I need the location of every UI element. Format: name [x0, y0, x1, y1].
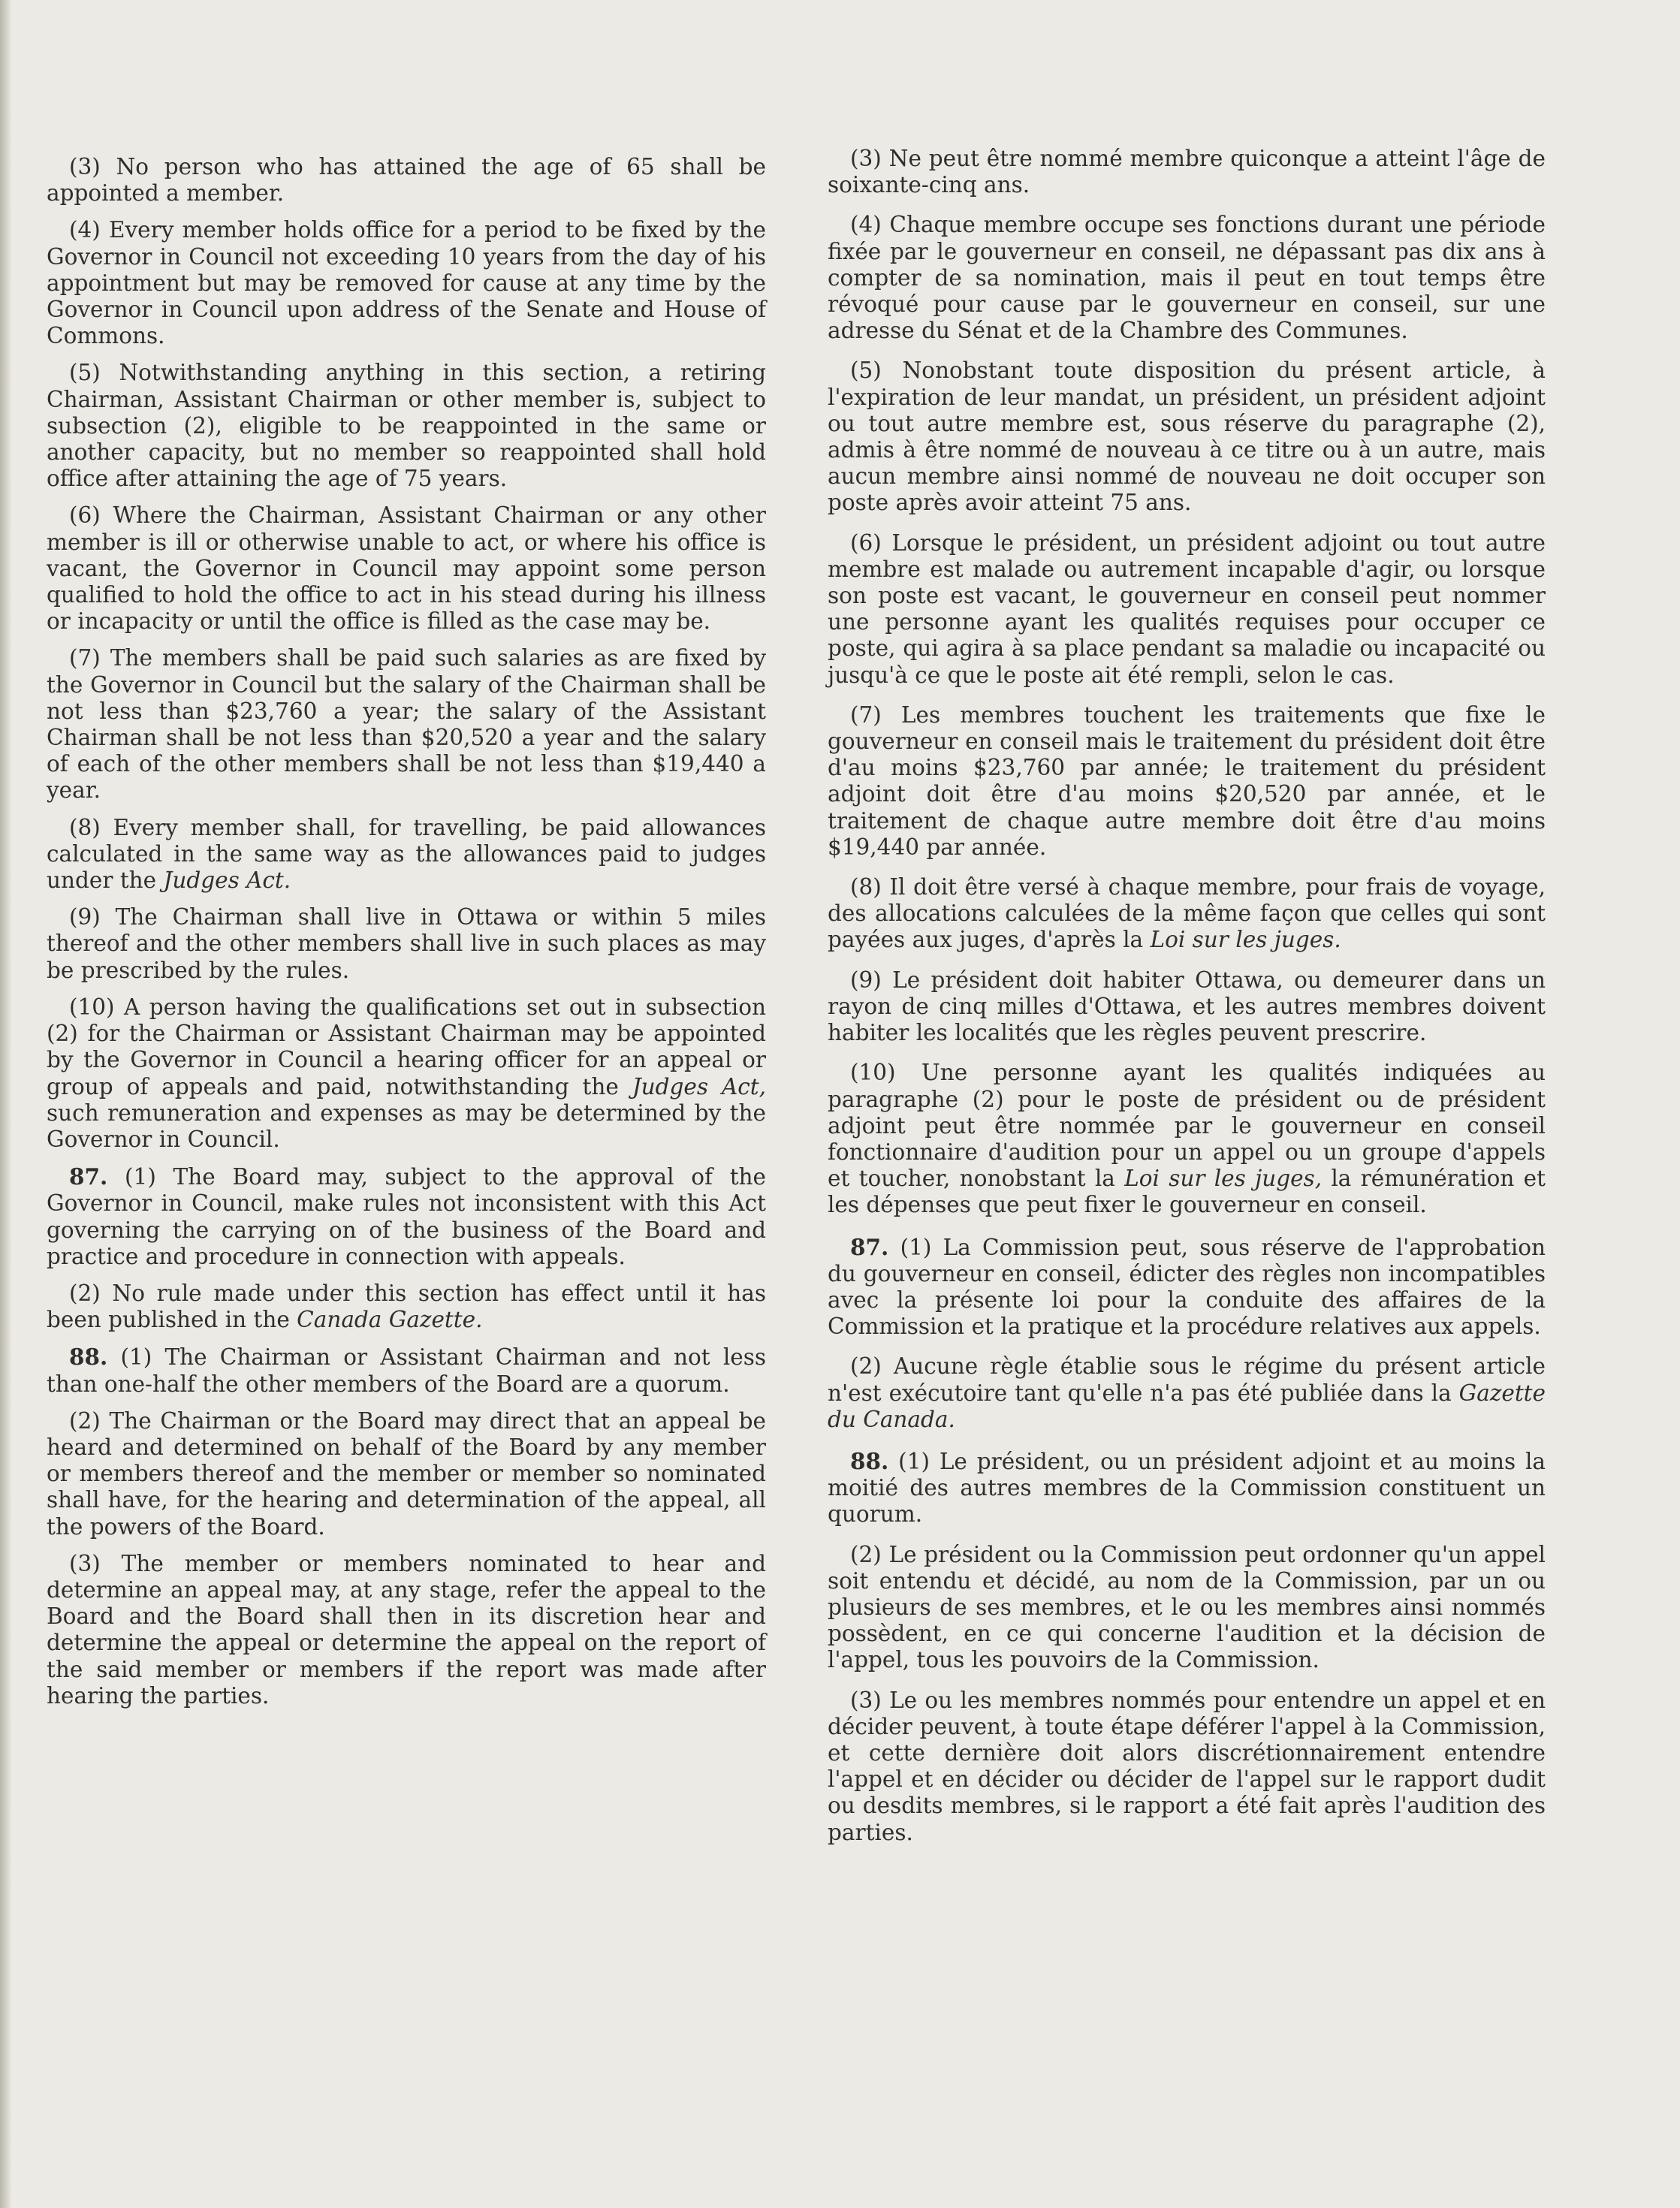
fr-section-86-9: (9) Le président doit habiter Ottawa, ou demeurer dans un rayon de cinq milles d'Ottawa, et les autres membres doivent habiter les localités que les règles peuvent prescrire. [828, 967, 1546, 1046]
fr-section-86-3: (3) Ne peut être nommé membre quiconque a atteint l'âge de soixante-cinq ans. [828, 146, 1546, 198]
en-section-86-4: (4) Every member holds office for a period to be fixed by the Governor in Council not exceeding 10 years from the day of his appointment but may be removed for cause at any time by the Governor in Council upon address of the Senate and House of Commons. [47, 217, 766, 349]
fr-88-1-text: (1) Le président, ou un président adjoint et au moins la moitié des autres membres de la Commission constituent un quorum. [828, 1448, 1546, 1528]
fr-section-87-1 [828, 1234, 1546, 1341]
en-section-number-87: 87. [69, 1163, 108, 1190]
en-section-88-2: (2) The Chairman or the Board may direct that an appeal be heard and determined on behalf of the Board by any member or members thereof and the member or member so nominated shall have, for the hearing and determination of the appeal, all the powers of the Board. [47, 1407, 766, 1540]
en-section-86-3: (3) No person who has attained the age of 65 shall be appointed a member. [47, 154, 766, 207]
fr-86-10-text: (10) Une personne ayant les qualités indiquées au paragraphe (2) pour le poste de président ou de président adjoint peut être nommée par le gouverneur en conseil fonctionnaire d'audition pour un appel ou un groupe d'appels et toucher, nonobstant la [828, 1060, 1546, 1192]
en-86-10-text: (10) A person having the qualifications set out in subsection (2) for the Chairman or Assistant Chairman may be appointed by the Governor in Council a hearing officer for an appeal or group of appeals and paid, notwithstanding the [47, 994, 766, 1099]
fr-section-number-88: 88. [850, 1447, 889, 1474]
fr-86-10-loi-sur-les-juges: Loi sur les juges, [1124, 1166, 1323, 1192]
fr-86-8-loi-sur-les-juges: Loi sur les juges. [1150, 927, 1341, 953]
en-section-86-9: (9) The Chairman shall live in Ottawa or within 5 miles thereof and the other members shall live in such places as may be prescribed by the rules. [47, 904, 766, 983]
fr-section-number-87: 87. [850, 1233, 889, 1260]
en-section-86-8 [47, 815, 766, 894]
fr-section-88-1 [828, 1448, 1546, 1528]
fr-86-10-text-end: la rémunération et les dépenses que peut fixer le gouverneur en conseil. [828, 1166, 1546, 1218]
en-87-2-canada-gazette: Canada Gazette. [297, 1307, 483, 1333]
en-section-87-1 [47, 1163, 766, 1270]
en-section-87-2 [47, 1280, 766, 1333]
page-binding-edge [0, 0, 12, 2208]
fr-section-86-10 [828, 1060, 1546, 1218]
fr-87-2-gazette-du-canada: Gazette du Canada. [828, 1380, 1546, 1432]
english-column [47, 154, 766, 1720]
en-section-86-10 [47, 994, 766, 1153]
fr-section-88-2: (2) Le président ou la Commission peut ordonner qu'un appel soit entendu et décidé, au nom de la Commission, par un ou plusieurs de ses membres, et le ou les membres ainsi nommés possèdent, en ce qui concerne l'audition et la décision de l'appel, tous les pouvoirs de la Commission. [828, 1541, 1546, 1673]
en-86-8-judges-act: Judges Act. [163, 867, 291, 894]
en-87-1-text: (1) The Board may, subject to the approval of the Governor in Council, make rules not inconsistent with this Act governing the carrying on of the business of the Board and practice and procedure in connection with appeals. [47, 1164, 766, 1269]
fr-section-86-5: (5) Nonobstant toute disposition du présent article, à l'expiration de leur mandat, un président, un président adjoint ou tout autre membre est, sous réserve du paragraphe (2), admis à être nommé de nouveau à ce titre ou à un autre, mais aucun membre ainsi nommé de nouveau ne doit occuper son poste après avoir atteint 75 ans. [828, 357, 1546, 516]
fr-section-86-8 [828, 874, 1546, 954]
en-86-10-judges-act: Judges Act, [632, 1073, 767, 1099]
french-column [828, 146, 1546, 1860]
en-section-86-5: (5) Notwithstanding anything in this section, a retiring Chairman, Assistant Chairman or other member is, subject to subsection (2), eligible to be reappointed in the same or another capacity, but no member so reappointed shall hold office after attaining the age of 75 years. [47, 360, 766, 492]
fr-86-8-text: (8) Il doit être versé à chaque membre, pour frais de voyage, des allocations calculées de la même façon que celles qui sont payées aux juges, d'après la [828, 874, 1546, 953]
fr-section-86-6: (6) Lorsque le président, un président adjoint ou tout autre membre est malade ou autrement incapable d'agir, ou lorsque son poste est vacant, le gouverneur en conseil peut nommer une personne ayant les qualités requises pour occuper ce poste, qui agira à sa place pendant sa maladie ou incapacité ou jusqu'à ce que le poste ait été rempli, selon le cas. [828, 529, 1546, 688]
fr-section-86-7: (7) Les membres touchent les traitements que fixe le gouverneur en conseil mais le traitement du président doit être d'au moins $23,760 par année; le traitement du président adjoint doit être d'au moins $20,520 par année, et le traitement de chaque autre membre doit être d'au moins $19,440 par année. [828, 701, 1546, 860]
en-86-10-text-end: such remuneration and expenses as may be determined by the Governor in Council. [47, 1099, 766, 1152]
en-86-8-text: (8) Every member shall, for travelling, be paid allowances calculated in the same way as the allowances paid to judges under the [47, 814, 766, 894]
fr-section-87-2 [828, 1353, 1546, 1433]
en-section-86-7: (7) The members shall be paid such salaries as are fixed by the Governor in Council but the salary of the Chairman shall be not less than $23,760 a year; the salary of the Assistant Chairman shall be not less than $20,520 a year and the salary of each of the other members shall be not less than $19,440 a year. [47, 645, 766, 804]
en-section-86-6: (6) Where the Chairman, Assistant Chairman or any other member is ill or otherwise unable to act, or where his office is vacant, the Governor in Council may appoint some person qualified to hold the office to act in his stead during his illness or incapacity or until the office is filled as the case may be. [47, 502, 766, 635]
fr-section-86-4: (4) Chaque membre occupe ses fonctions durant une période fixée par le gouverneur en conseil, ne dépassant pas dix ans à compter de sa nomination, mais il peut en tout temps être révoqué pour cause par le gouverneur en conseil, sur une adresse du Sénat et de la Chambre des Communes. [828, 212, 1546, 344]
fr-section-88-3: (3) Le ou les membres nommés pour entendre un appel et en décider peuvent, à toute étape déférer l'appel à la Commission, et cette dernière doit alors discrétionnairement entendre l'appel et en décider ou décider de l'appel sur le rapport dudit ou desdits membres, si le rapport a été fait après l'audition des parties. [828, 1687, 1546, 1845]
fr-87-1-text: (1) La Commission peut, sous réserve de l'approbation du gouverneur en conseil, édicter des règles non incompatibles avec la présente loi pour la conduite des affaires de la Commission et la pratique et la procédure relatives aux appels. [828, 1234, 1546, 1340]
en-section-88-3: (3) The member or members nominated to hear and determine an appeal may, at any stage, refer the appeal to the Board and the Board shall then in its discretion hear and determine the appeal or determine the appeal on the report of the said member or members if the report was made after hearing the parties. [47, 1550, 766, 1709]
fr-87-2-text: (2) Aucune règle établie sous le régime du présent article n'est exécutoire tant qu'elle n'a pas été publiée dans la [828, 1353, 1546, 1406]
en-88-1-text: (1) The Chairman or Assistant Chairman and not less than one-half the other members of the Board are a quorum. [47, 1344, 766, 1397]
en-section-number-88: 88. [69, 1344, 108, 1371]
en-87-2-text: (2) No rule made under this section has effect until it has been published in the [47, 1280, 766, 1333]
en-section-88-1 [47, 1344, 766, 1397]
